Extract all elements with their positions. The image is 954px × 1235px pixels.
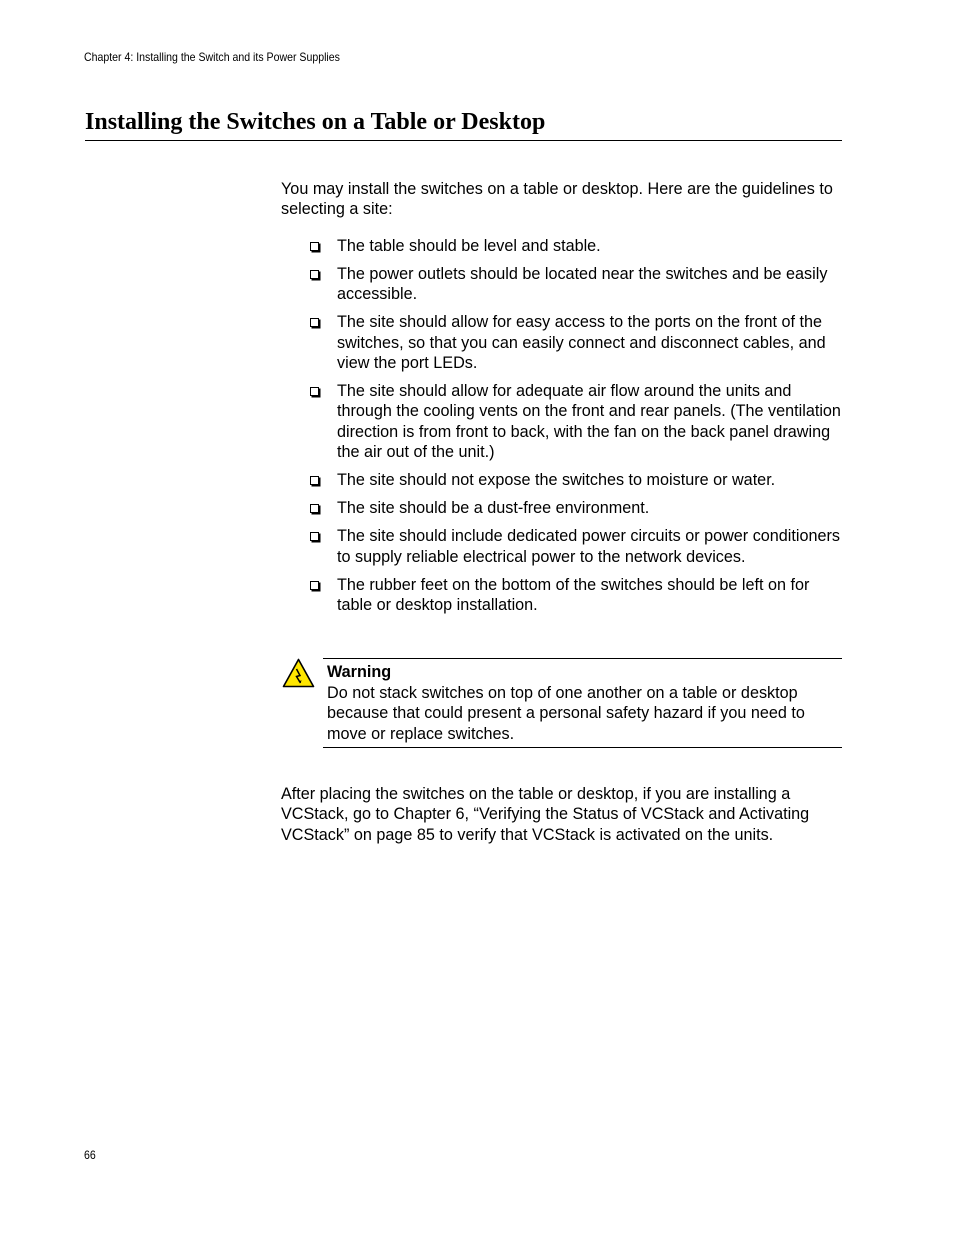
checkbox-bullet-icon [310, 532, 319, 541]
closing-paragraph: After placing the switches on the table or desktop, if you are installing a VCStack, go to Chapter 6, “Verifying the Status of VCStack and Activating VCStack” on page 85 to verify that VCStack is activated on the units. [281, 785, 810, 844]
checkbox-bullet-icon [310, 387, 319, 396]
electrical-hazard-icon [282, 658, 315, 688]
checkbox-bullet-icon [310, 242, 319, 251]
list-item-text: The site should include dedicated power circuits or power conditioners to supply reliable electrical power to the network devices. [337, 527, 840, 566]
list-item [281, 526, 843, 567]
warning-heading: Warning [327, 663, 392, 681]
list-item [281, 264, 843, 305]
list-item [281, 312, 843, 373]
list-item [281, 381, 843, 462]
list-item-text: The site should allow for easy access to the ports on the front of the switches, so that you can easily connect and disconnect cables, and view the port LEDs. [337, 313, 826, 373]
running-header: Chapter 4: Installing the Switch and its Power Supplies [84, 50, 340, 64]
checkbox-bullet-icon [310, 476, 319, 485]
list-item-text: The power outlets should be located near the switches and be easily accessible. [337, 265, 828, 304]
list-item-text: The rubber feet on the bottom of the switches should be left on for table or desktop installation. [337, 575, 810, 615]
section-title: Installing the Switches on a Table or Desktop [85, 107, 842, 141]
guidelines-list [281, 236, 843, 623]
warning-box [323, 658, 842, 748]
list-item-text: The table should be level and stable. [337, 237, 601, 255]
checkbox-bullet-icon [310, 318, 319, 327]
checkbox-bullet-icon [310, 270, 319, 279]
list-item-text: The site should be a dust-free environment. [337, 499, 650, 518]
checkbox-bullet-icon [310, 504, 319, 513]
page-number: 66 [84, 1148, 96, 1162]
list-item [281, 236, 843, 256]
intro-paragraph: You may install the switches on a table or desktop. Here are the guidelines to selecting a site: [281, 180, 833, 219]
list-item [281, 575, 843, 616]
list-item-text: The site should not expose the switches to moisture or water. [337, 471, 776, 490]
list-item-text: The site should allow for adequate air flow around the units and through the cooling vents on the front and rear panels. (The ventilation direction is from front to back, with the fan on the back panel drawing the air out of the unit.) [337, 382, 841, 462]
checkbox-bullet-icon [310, 581, 319, 590]
list-item [281, 470, 843, 490]
warning-callout [282, 658, 842, 748]
warning-text: Do not stack switches on top of one another on a table or desktop because that could present a personal safety hazard if you need to move or replace switches. [327, 684, 805, 743]
list-item [281, 498, 843, 518]
